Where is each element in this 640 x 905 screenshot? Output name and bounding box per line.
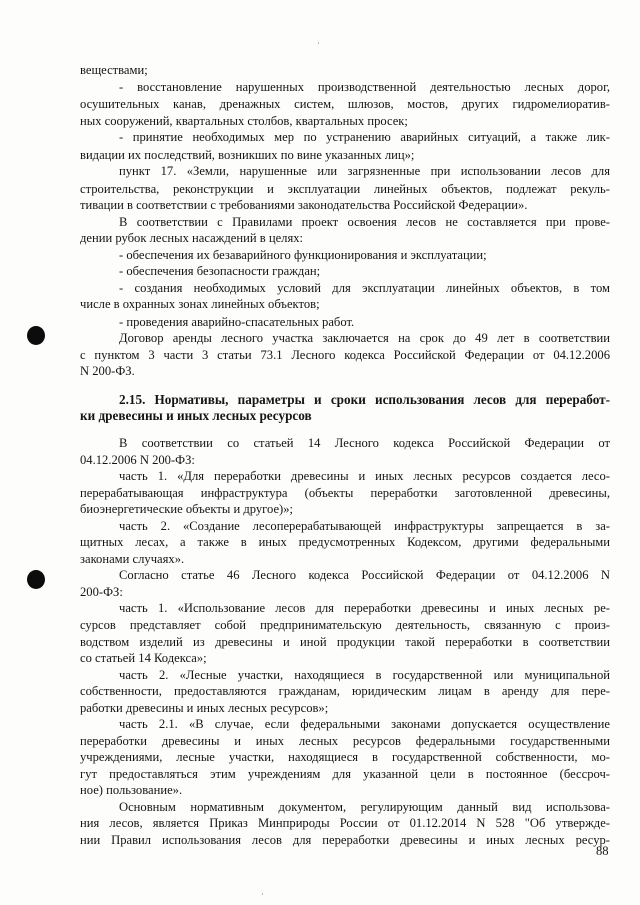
page-number: 88 [596, 844, 609, 858]
text-line: со статьей 14 Кодекса»; [80, 651, 207, 665]
text-line: В соответствии с Правилами проект освоения лесов не составляется при прове- [119, 215, 610, 229]
punch-hole-bottom [27, 570, 45, 589]
text-line: щитных лесах, а также в иных предусмотренных Кодексом, другими федеральными [80, 535, 610, 549]
text-line: перерабатывающая инфраструктура (объекты переработки заготовленной древесины, [80, 486, 610, 500]
text-line: - восстановление нарушенных производственной деятельностью лесных дорог, [119, 80, 610, 94]
text-line: В соответствии со статьей 14 Лесного кодекса Российской Федерации от [119, 436, 610, 450]
text-line: видации их последствий, возникших по вине указанных лиц»; [80, 148, 415, 162]
text-line: N 200-ФЗ. [80, 364, 135, 378]
text-line: Основным нормативным документом, регулирующим данный вид использова- [119, 800, 610, 814]
text-line: переработки древесины и иных лесных ресурсов федеральными государственными [80, 734, 610, 748]
text-line: - обеспечения безопасности граждан; [119, 264, 321, 278]
text-line: ния лесов, является Приказ Минприроды России от 01.12.2014 N 528 "Об утвержде- [80, 816, 610, 830]
text-line: веществами; [80, 63, 148, 77]
text-line: - принятие необходимых мер по устранению аварийных ситуаций, а также лик- [119, 130, 610, 144]
text-line: 04.12.2006 N 200-ФЗ: [80, 453, 195, 467]
text-line: часть 1. «Использование лесов для переработки древесины и иных лесных ре- [119, 601, 610, 615]
text-line: - обеспечения их безаварийного функционирования и эксплуатации; [119, 248, 487, 262]
text-line: часть 2.1. «В случае, если федеральными законами допускается осуществление [119, 717, 610, 731]
text-line: числе в охранных зонах линейных объектов; [80, 297, 320, 311]
text-line: дении рубок лесных насаждений в целях: [80, 231, 304, 245]
text-line: работки древесины и иных лесных ресурсов»; [80, 701, 329, 715]
text-line: строительства, реконструкции и эксплуатации линейных объектов, подлежат рекуль- [80, 182, 610, 196]
text-line: 200-ФЗ: [80, 585, 123, 599]
text-line: тивации в соответствии с требованиями законодательства Российской Федерации». [80, 198, 528, 212]
text-line: ных сооружений, квартальных столбов, квартальных просек; [80, 114, 408, 128]
scan-speck [262, 893, 263, 895]
text-line: Договор аренды лесного участка заключается на срок до 49 лет в соответствии [119, 331, 610, 345]
punch-hole-top [27, 326, 45, 345]
text-line: - создания необходимых условий для эксплуатации линейных объектов, в том [119, 281, 610, 295]
text-line: Согласно статье 46 Лесного кодекса Российской Федерации от 04.12.2006 N [119, 568, 610, 582]
text-line: пункт 17. «Земли, нарушенные или загрязненные при использовании лесов для [119, 164, 610, 178]
text-line: собственности, предоставляются гражданам, юридическим лицам в аренду для пере- [80, 684, 610, 698]
text-line: осушительных канав, дренажных систем, шлюзов, мостов, других гидромелиоратив- [80, 97, 610, 111]
text-line: гут предоставляться этим учреждениям для указанной цели в постоянное (бессроч- [80, 767, 610, 781]
text-line: ное) пользование». [80, 783, 183, 797]
text-line: часть 2. «Лесные участки, находящиеся в государственной или муниципальной [119, 668, 610, 682]
text-line: часть 1. «Для переработки древесины и иных лесных ресурсов создается лесо- [119, 469, 610, 483]
text-line: водством изделий из древесины и иной продукции такой переработки в соответствии [80, 635, 610, 649]
text-line: часть 2. «Создание лесоперерабатывающей инфраструктуры запрещается в за- [119, 519, 610, 533]
text-line: нии Правил использования лесов для переработки древесины и иных лесных ресур- [80, 833, 610, 847]
scan-speck [318, 42, 319, 44]
text-line: сурсов представляет собой предпринимательскую деятельность, связанную с произ- [80, 618, 610, 632]
text-line: биоэнергетические объекты и другое)»; [80, 502, 294, 516]
section-heading-line: ки древесины и иных лесных ресурсов [80, 408, 312, 423]
text-line: законами случаях». [80, 552, 185, 566]
text-line: учреждениями, лесные участки, находящиеся в государственной собственности, мо- [80, 750, 610, 764]
text-line: - проведения аварийно-спасательных работ. [119, 315, 355, 329]
section-heading-line: 2.15. Нормативы, параметры и сроки использования лесов для переработ- [119, 392, 610, 407]
text-line: с пунктом 3 части 3 статьи 73.1 Лесного кодекса Российской Федерации от 04.12.2006 [80, 348, 610, 362]
